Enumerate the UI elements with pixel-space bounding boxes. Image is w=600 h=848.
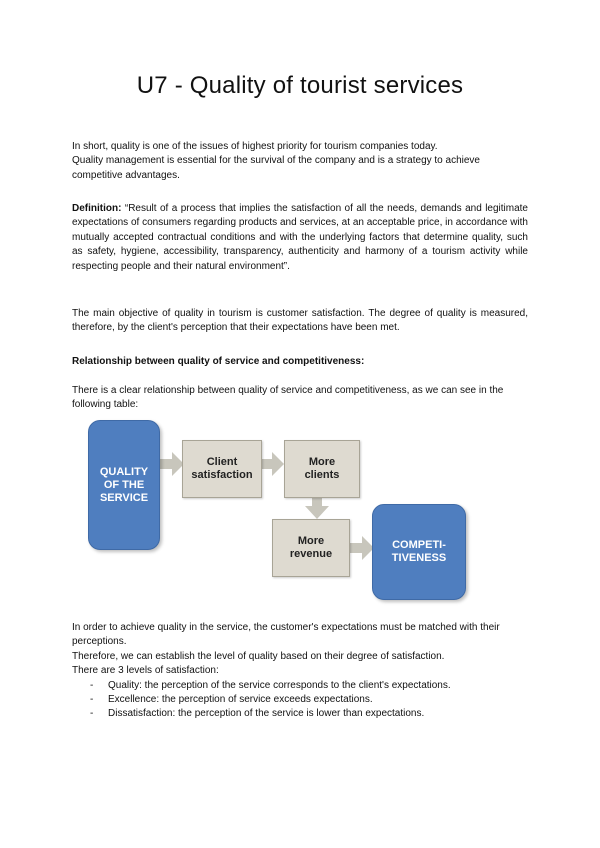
- intro-line-1: In short, quality is one of the issues of highest priority for tourism companies today.: [72, 141, 438, 152]
- quality-competitiveness-diagram: [72, 418, 528, 604]
- conclusion-paragraph: [72, 621, 528, 722]
- intro-paragraph: [72, 140, 528, 183]
- objective-text: The main objective of quality in tourism is customer satisfaction. The degree of quality is measured, therefore, by the client's perception that their expectations have been met.: [72, 308, 528, 334]
- establish-text: Therefore, we can establish the level of quality based on their degree of satisfaction.: [72, 650, 445, 662]
- definition-paragraph: [72, 202, 528, 274]
- client-satisfaction-box: [182, 440, 262, 498]
- relationship-heading-block: [72, 355, 528, 369]
- list-item: - Excellence: the perception of service exceeds expectations.: [90, 694, 373, 706]
- intro-line-2: Quality management is essential for the survival of the company and is a strategy to achieve competitive advantages.: [72, 155, 480, 181]
- levels-intro: There are 3 levels of satisfaction:: [72, 665, 219, 677]
- levels-list: [72, 679, 528, 722]
- competitiveness-label: COMPETI-TIVENESS: [391, 539, 447, 564]
- definition-label: Definition:: [72, 203, 122, 214]
- more-revenue-box: [272, 519, 350, 577]
- quality-of-service-box: [88, 420, 160, 550]
- quality-of-service-label: QUALITY OF THE SERVICE: [99, 465, 149, 504]
- page-title: U7 - Quality of tourist services: [136, 72, 464, 99]
- list-item: - Quality: the perception of the service corresponds to the client's expectations.: [90, 679, 451, 691]
- client-satisfaction-label: Client satisfaction: [191, 456, 253, 481]
- more-clients-box: [284, 440, 360, 498]
- definition-text: “Result of a process that implies the satisfaction of all the needs, demands and legitimate expectations of consumers regarding products and services, at an acceptable price, in accordance with mutually accepted contractual conditions and with the underlying factors that determine quality, such as safety, hygiene, accessibility, transparency, authenticity and harmony of a tourism activity while respecting people and their natural environment”.: [72, 203, 528, 272]
- objective-paragraph: [72, 307, 528, 336]
- arrow-down-icon: [304, 498, 330, 520]
- relationship-intro: There is a clear relationship between quality of service and competitiveness, as we can see in the following table:: [72, 385, 504, 411]
- list-item: - Dissatisfaction: the perception of the service is lower than expectations.: [90, 708, 425, 720]
- relationship-heading: Relationship between quality of service and competitiveness:: [72, 356, 365, 367]
- relationship-intro-block: [72, 384, 528, 413]
- achieve-text: In order to achieve quality in the service, the customer's expectations must be matched with their perceptions.: [72, 622, 500, 648]
- more-revenue-label: More revenue: [289, 535, 333, 560]
- more-clients-label: More clients: [304, 456, 340, 481]
- competitiveness-box: [372, 504, 466, 600]
